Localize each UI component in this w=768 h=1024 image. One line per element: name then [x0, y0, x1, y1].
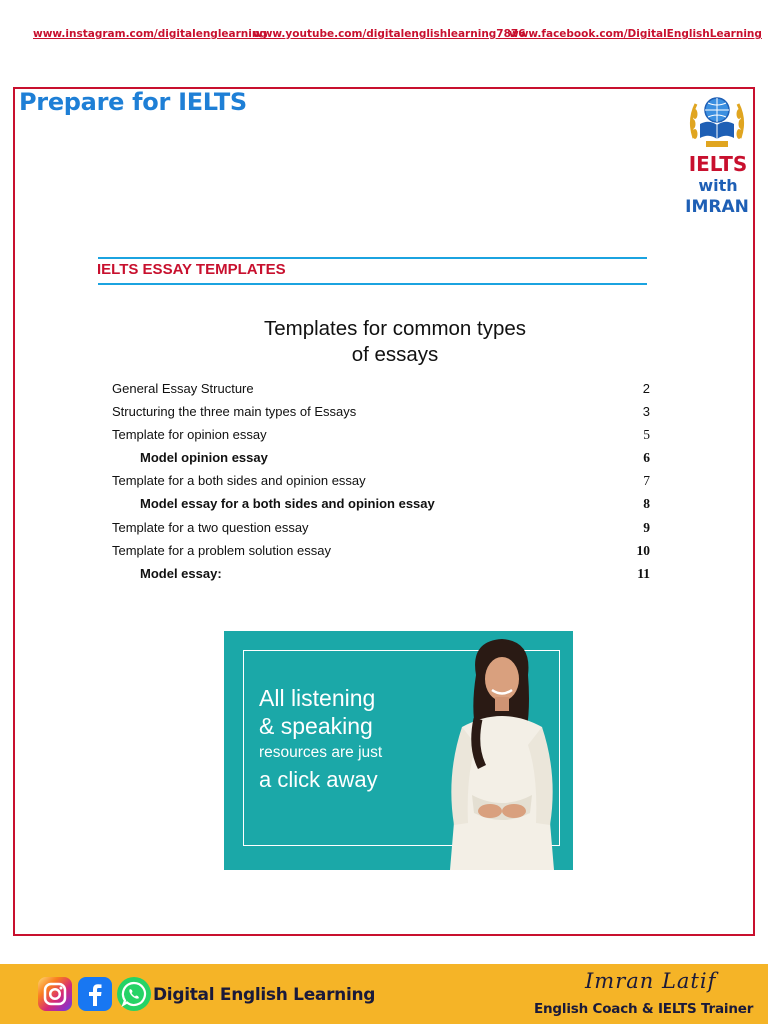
toc-entry	[112, 517, 652, 540]
promo-line-1: All listening	[259, 685, 376, 711]
toc-entry	[112, 540, 652, 563]
toc-subentry	[112, 493, 652, 516]
toc-title-line-2: of essays	[351, 343, 439, 366]
promo-banner[interactable]	[224, 631, 573, 870]
promo-line-3: resources are just	[259, 744, 383, 761]
toc-title-line-1: Templates for common types	[263, 317, 527, 340]
toc-entry-label: Model essay:	[140, 565, 222, 581]
toc-entry-page: 7	[643, 473, 650, 489]
youtube-link[interactable]: www.youtube.com/digitalenglishlearning7876	[253, 28, 526, 40]
footer-bar	[0, 964, 768, 1024]
toc-entry-page: 2	[642, 381, 650, 396]
toc-entry	[112, 424, 652, 447]
toc-entry-page: 6	[643, 450, 650, 466]
toc-entry	[112, 378, 652, 401]
toc-entry-page: 10	[636, 542, 650, 558]
section-heading: IELTS ESSAY TEMPLATES	[97, 261, 286, 278]
toc-entry-label: Template for a both sides and opinion essay	[112, 473, 366, 489]
woman-photo-illustration	[432, 635, 572, 870]
toc-entry-page: 5	[643, 427, 650, 443]
toc-entry-label: Template for a two question essay	[112, 519, 309, 535]
footer-brand-name: Digital English Learning	[153, 985, 376, 1005]
promo-line-4: a click away	[259, 767, 378, 792]
social-links-bar	[0, 28, 768, 44]
toc-entry-label: Model opinion essay	[140, 450, 268, 466]
toc-entry	[112, 470, 652, 493]
ielts-with-imran-logo	[684, 94, 750, 220]
instagram-icon[interactable]	[38, 977, 72, 1011]
toc-entry-page: 3	[642, 404, 650, 420]
toc-entry-page: 11	[637, 565, 650, 581]
toc-entry-page: 9	[643, 519, 650, 535]
toc-subentry	[112, 563, 652, 586]
toc-entry-page: 8	[643, 496, 650, 512]
toc-entry-label: Model essay for a both sides and opinion essay	[140, 496, 435, 512]
instagram-link[interactable]: www.instagram.com/digitalenglearning	[33, 28, 267, 40]
heading-top-rule	[98, 257, 647, 259]
signature: Imran Latif	[585, 969, 717, 993]
logo-text-with: with	[698, 176, 738, 195]
trainer-title: English Coach & IELTS Trainer	[534, 1001, 754, 1017]
logo-text-ielts: IELTS	[688, 152, 748, 176]
globe-book-emblem-icon	[686, 94, 748, 152]
page-title: Prepare for IELTS	[19, 88, 247, 116]
toc-entry-label: Template for opinion essay	[112, 427, 267, 443]
toc-entry-label: General Essay Structure	[112, 381, 254, 396]
heading-bottom-rule	[98, 283, 647, 285]
logo-text-imran: IMRAN	[685, 197, 749, 217]
promo-line-2: & speaking	[259, 713, 373, 739]
facebook-icon[interactable]	[78, 977, 112, 1011]
toc-entry-label: Structuring the three main types of Essays	[112, 404, 357, 420]
toc-subentry	[112, 447, 652, 470]
toc-entry-label: Template for a problem solution essay	[112, 542, 331, 558]
toc-entry	[112, 401, 652, 424]
facebook-link[interactable]: www.facebook.com/DigitalEnglishLearning	[509, 28, 762, 40]
toc-title	[200, 316, 590, 368]
table-of-contents	[112, 378, 652, 586]
whatsapp-icon[interactable]	[117, 977, 151, 1011]
